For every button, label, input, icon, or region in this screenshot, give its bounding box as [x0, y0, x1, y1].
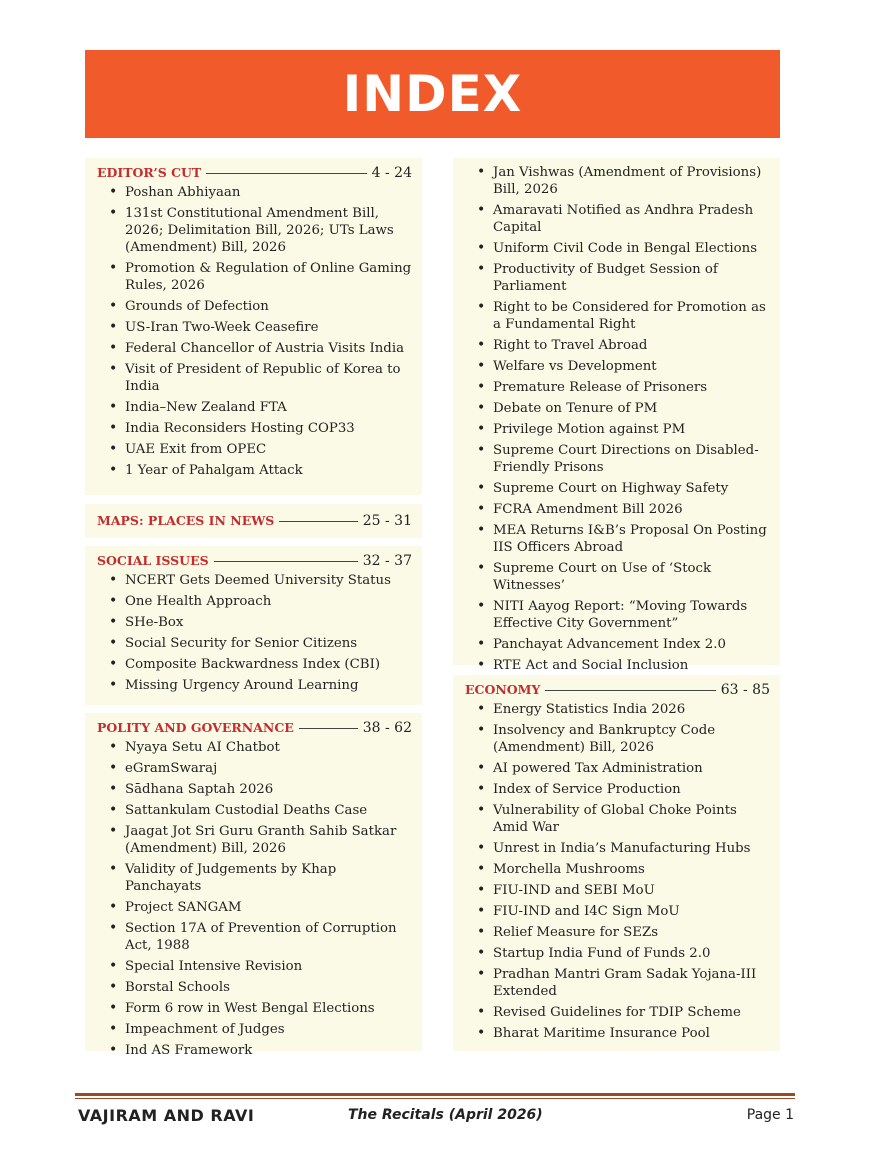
list-item[interactable]: • Social Security for Senior Citizens: [97, 635, 412, 652]
list-item[interactable]: • Pradhan Mantri Gram Sadak Yojana-III Extended: [465, 966, 770, 1000]
list-item[interactable]: • Federal Chancellor of Austria Visits India: [97, 340, 412, 357]
list-item[interactable]: • Impeachment of Judges: [97, 1021, 412, 1038]
list-item[interactable]: • Right to be Considered for Promotion as a Fundamental Right: [465, 299, 770, 333]
list-item[interactable]: • 131st Constitutional Amendment Bill, 2026; Delimitation Bill, 2026; UTs Laws (Amendment) Bill, 2026: [97, 205, 412, 256]
list-item[interactable]: • Supreme Court on Highway Safety: [465, 480, 770, 497]
list-item[interactable]: • Energy Statistics India 2026: [465, 701, 770, 718]
list-item[interactable]: • AI powered Tax Administration: [465, 760, 770, 777]
list-item[interactable]: • Unrest in India’s Manufacturing Hubs: [465, 840, 770, 857]
publisher-name: VAJIRAM AND RAVI: [78, 1106, 255, 1125]
list-item[interactable]: • Sādhana Saptah 2026: [97, 781, 412, 798]
topic-list: [97, 184, 412, 479]
leader-line: [279, 521, 357, 522]
list-item[interactable]: • Right to Travel Abroad: [465, 337, 770, 354]
list-item[interactable]: • NCERT Gets Deemed University Status: [97, 572, 412, 589]
list-item[interactable]: • Startup India Fund of Funds 2.0: [465, 945, 770, 962]
section-pages: 32 - 37: [362, 553, 412, 569]
list-item[interactable]: • Jan Vishwas (Amendment of Provisions) Bill, 2026: [465, 164, 770, 198]
section-polity-continued: [453, 158, 780, 673]
list-item[interactable]: • Supreme Court Directions on Disabled-Friendly Prisons: [465, 442, 770, 476]
page-footer: [78, 1106, 794, 1128]
leader-line: [206, 173, 366, 174]
list-item[interactable]: • FIU-IND and SEBI MoU: [465, 882, 770, 899]
section-title[interactable]: MAPS: PLACES IN NEWS: [97, 513, 275, 528]
section-header: [465, 681, 770, 699]
list-item[interactable]: • Welfare vs Development: [465, 358, 770, 375]
list-item[interactable]: • Missing Urgency Around Learning: [97, 677, 412, 694]
leader-line: [299, 728, 358, 729]
list-item[interactable]: • UAE Exit from OPEC: [97, 441, 412, 458]
section-title[interactable]: ECONOMY: [465, 682, 541, 697]
list-item[interactable]: • Project SANGAM: [97, 899, 412, 916]
list-item[interactable]: • Section 17A of Prevention of Corruption Act, 1988: [97, 920, 412, 954]
list-item[interactable]: • Promotion & Regulation of Online Gaming Rules, 2026: [97, 260, 412, 294]
list-item[interactable]: • Validity of Judgements by Khap Panchayats: [97, 861, 412, 895]
list-item[interactable]: • Amaravati Notified as Andhra Pradesh Capital: [465, 202, 770, 236]
section-header: [97, 719, 412, 737]
list-item[interactable]: • Morchella Mushrooms: [465, 861, 770, 878]
list-item[interactable]: • Premature Release of Prisoners: [465, 379, 770, 396]
list-item[interactable]: • Grounds of Defection: [97, 298, 412, 315]
section-economy: [453, 675, 780, 1051]
list-item[interactable]: • Supreme Court on Use of ‘Stock Witnesses’: [465, 560, 770, 594]
list-item[interactable]: • FIU-IND and I4C Sign MoU: [465, 903, 770, 920]
topic-list: [97, 572, 412, 694]
section-maps: [85, 504, 422, 538]
list-item[interactable]: • India–New Zealand FTA: [97, 399, 412, 416]
footer-rule: [75, 1093, 795, 1096]
list-item[interactable]: • MEA Returns I&B’s Proposal On Posting IIS Officers Abroad: [465, 522, 770, 556]
list-item[interactable]: • RTE Act and Social Inclusion: [465, 657, 770, 674]
section-pages: 63 - 85: [720, 682, 770, 698]
list-item[interactable]: • Special Intensive Revision: [97, 958, 412, 975]
list-item[interactable]: • Borstal Schools: [97, 979, 412, 996]
section-editors-cut: [85, 158, 422, 495]
section-title[interactable]: POLITY AND GOVERNANCE: [97, 720, 294, 735]
list-item[interactable]: • Insolvency and Bankruptcy Code (Amendment) Bill, 2026: [465, 722, 770, 756]
list-item[interactable]: • Productivity of Budget Session of Parliament: [465, 261, 770, 295]
list-item[interactable]: • Vulnerability of Global Choke Points Amid War: [465, 802, 770, 836]
list-item[interactable]: • Revised Guidelines for TDIP Scheme: [465, 1004, 770, 1021]
page-title: INDEX: [342, 65, 523, 123]
list-item[interactable]: • Poshan Abhiyaan: [97, 184, 412, 201]
list-item[interactable]: • 1 Year of Pahalgam Attack: [97, 462, 412, 479]
section-header: [97, 512, 412, 530]
footer-rule-thin: [75, 1098, 795, 1099]
section-title[interactable]: SOCIAL ISSUES: [97, 553, 209, 568]
list-item[interactable]: • Composite Backwardness Index (CBI): [97, 656, 412, 673]
section-header: [97, 164, 412, 182]
list-item[interactable]: • Uniform Civil Code in Bengal Elections: [465, 240, 770, 257]
leader-line: [214, 561, 358, 562]
list-item[interactable]: • Ind AS Framework: [97, 1042, 412, 1059]
list-item[interactable]: • Form 6 row in West Bengal Elections: [97, 1000, 412, 1017]
index-banner: [85, 50, 780, 138]
list-item[interactable]: • SHe-Box: [97, 614, 412, 631]
section-pages: 25 - 31: [362, 513, 412, 529]
leader-line: [545, 690, 715, 691]
list-item[interactable]: • Sattankulam Custodial Deaths Case: [97, 802, 412, 819]
section-header: [97, 552, 412, 570]
topic-list: [465, 164, 770, 674]
list-item[interactable]: • Jaagat Jot Sri Guru Granth Sahib Satkar (Amendment) Bill, 2026: [97, 823, 412, 857]
topic-list: [97, 739, 412, 1059]
section-pages: 4 - 24: [371, 165, 412, 181]
list-item[interactable]: • One Health Approach: [97, 593, 412, 610]
publication-title: The Recitals (April 2026): [348, 1107, 543, 1123]
topic-list: [465, 701, 770, 1042]
section-social-issues: [85, 546, 422, 705]
section-pages: 38 - 62: [362, 720, 412, 736]
list-item[interactable]: • Nyaya Setu AI Chatbot: [97, 739, 412, 756]
list-item[interactable]: • Bharat Maritime Insurance Pool: [465, 1025, 770, 1042]
list-item[interactable]: • FCRA Amendment Bill 2026: [465, 501, 770, 518]
page-number: Page 1: [746, 1107, 794, 1123]
list-item[interactable]: • India Reconsiders Hosting COP33: [97, 420, 412, 437]
list-item[interactable]: • Privilege Motion against PM: [465, 421, 770, 438]
list-item[interactable]: • Visit of President of Republic of Korea to India: [97, 361, 412, 395]
list-item[interactable]: • Debate on Tenure of PM: [465, 400, 770, 417]
section-title[interactable]: EDITOR’S CUT: [97, 165, 202, 180]
list-item[interactable]: • US-Iran Two-Week Ceasefire: [97, 319, 412, 336]
list-item[interactable]: • eGramSwaraj: [97, 760, 412, 777]
list-item[interactable]: • Index of Service Production: [465, 781, 770, 798]
section-polity: [85, 713, 422, 1058]
list-item[interactable]: • Relief Measure for SEZs: [465, 924, 770, 941]
list-item[interactable]: • NITI Aayog Report: “Moving Towards Effective City Government”: [465, 598, 770, 632]
list-item[interactable]: • Panchayat Advancement Index 2.0: [465, 636, 770, 653]
